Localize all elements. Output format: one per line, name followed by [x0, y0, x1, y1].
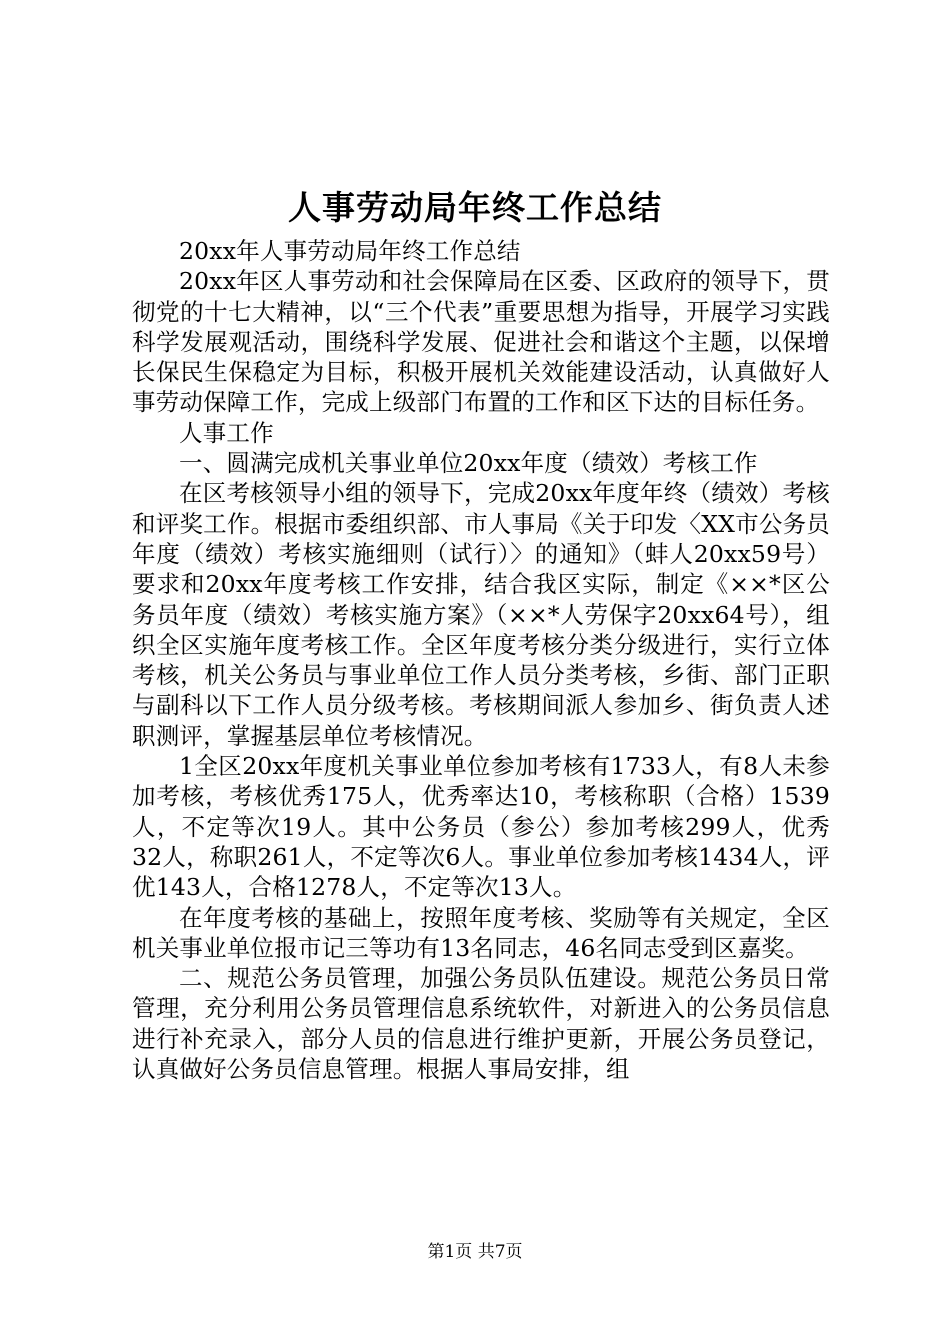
document-title: 人事劳动局年终工作总结 — [288, 188, 662, 227]
paragraph: 一、圆满完成机关事业单位20xx年度（绩效）考核工作 — [179, 449, 758, 478]
paragraph: 二、规范公务员管理，加强公务员队伍建设。规范公务员日常管理，充分利用公务员管理信息系统软件，对新进入的公务员信息进行补充录入，部分人员的信息进行维护更新，开展公务员登记，认真做好公务员信息管理。根据人事局安排，组 — [132, 964, 830, 1084]
paragraph: 20xx年人事劳动局年终工作总结 — [179, 237, 521, 265]
document-body — [132, 236, 830, 1084]
page-footer: 第1页 共7页 — [427, 1242, 523, 1262]
paragraph: 在年度考核的基础上，按照年度考核、奖励等有关规定，全区机关事业单位报市记三等功有13名同志，46名同志受到区嘉奖。 — [132, 903, 830, 962]
paragraph: 1全区20xx年度机关事业单位参加考核有1733人，有8人未参加考核，考核优秀175人，优秀率达10，考核称职（合格）1539人，不定等次19人。其中公务员（参公）参加考核299人，优秀32人，称职261人，不定等次6人。事业单位参加考核1434人，评优143人，合格1278人，不定等次13人。 — [132, 752, 830, 902]
paragraph: 人事工作 — [179, 418, 274, 447]
paragraph: 20xx年区人事劳动和社会保障局在区委、区政府的领导下，贯彻党的十七大精神，以“三个代表”重要思想为指导，开展学习实践科学发展观活动，围绕科学发展、促进社会和谐这个主题，以保增长保民生保稳定为目标，积极开展机关效能建设活动，认真做好人事劳动保障工作，完成上级部门布置的工作和区下达的目标任务。 — [132, 267, 830, 417]
paragraph: 在区考核领导小组的领导下，完成20xx年度年终（绩效）考核和评奖工作。根据市委组织部、市人事局《关于印发〈XX市公务员年度（绩效）考核实施细则（试行）〉的通知》（蚌人20xx59号）要求和20xx年度考核工作安排，结合我区实际，制定《××*区公务员年度（绩效）考核实施方案》（××*人劳保字20xx64号），组织全区实施年度考核工作。全区年度考核分类分级进行，实行立体考核，机关公务员与事业单位工作人员分类考核，乡街、部门正职与副科以下工作人员分级考核。考核期间派人参加乡、街负责人述职测评，掌握基层单位考核情况。 — [132, 479, 830, 750]
